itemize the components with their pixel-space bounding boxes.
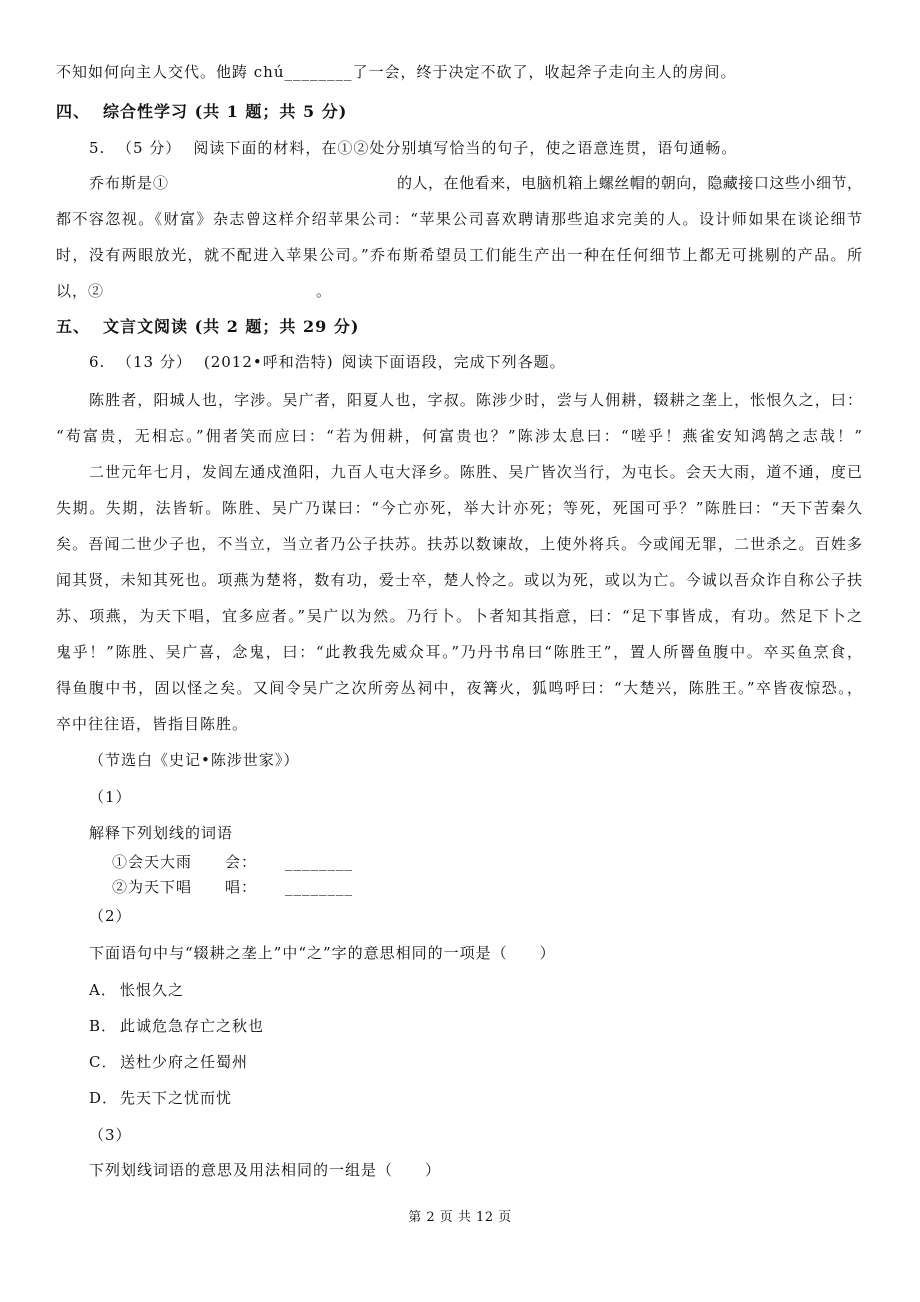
classical-passage-line: 得鱼腹中书，固以怪之矣。又间令吴广之次所旁丛祠中，夜篝火，狐鸣呼曰：“大楚兴，陈胜王。”卒皆夜惊恐。， — [56, 679, 862, 697]
question-number: 5. — [89, 139, 106, 157]
subquestion-prompt: 解释下列划线的词语 — [89, 824, 234, 842]
section-heading-4 — [56, 94, 862, 130]
classical-passage-line: 二世元年七月，发闾左通戍渔阳，九百人屯大泽乡。陈胜、吴广皆次当行，为屯长。会天大雨，道不通，度已 — [89, 463, 862, 481]
question-score: （5 分） — [117, 139, 182, 157]
question-source-tag: (2012•呼和浩特) — [203, 353, 334, 371]
section-title: 文言文阅读 (共 2 题；共 29 分) — [103, 317, 360, 336]
classical-passage-line: 苏、项燕，为天下唱，宜多应者。”吴广以为然。乃行卜。卜者知其指意，曰：“足下事皆成，有功。然足下卜之 — [56, 607, 862, 625]
page-footer: 第 2 页 共 12 页 — [408, 1210, 512, 1225]
classical-passage-line: 鬼乎！”陈胜、吴广喜，念鬼，曰：“此教我先威众耳。”乃丹书帛曰“陈胜王”，置人所罾鱼腹中。卒买鱼烹食， — [56, 643, 862, 661]
passage-line: 都不容忽视。《财富》杂志曾这样介绍苹果公司：“苹果公司喜欢聘请那些追求完美的人。设计师如果在谈论细节 — [56, 210, 862, 228]
vocabulary-phrase: ①会天大雨 — [112, 853, 193, 871]
section-heading-5 — [56, 309, 862, 345]
section-title: 综合性学习 (共 1 题；共 5 分) — [103, 102, 348, 121]
question-5-stem — [89, 130, 862, 166]
classical-passage-line: 失期。失期，法皆斩。陈胜、吴广乃谋曰：“今亡亦死，举大计亦死；等死，死国可乎？”陈胜曰：“天下苦秦久 — [56, 499, 862, 517]
classical-passage-line: 卒中往往语，皆指目陈胜。 — [56, 715, 249, 733]
subquestion-label: （2） — [89, 907, 132, 925]
vocabulary-word: 唱： — [225, 878, 258, 896]
option-label: D． — [89, 1089, 119, 1107]
vocabulary-word: 会： — [225, 853, 258, 871]
option-text: 先天下之忧而忧 — [120, 1089, 233, 1107]
question-instruction: 阅读下面的材料，在①②处分别填写恰当的句子，使之语意连贯，语句通畅。 — [193, 139, 738, 157]
option-text: 送杜少府之任蜀州 — [120, 1053, 249, 1071]
passage-text: 以，② — [56, 282, 105, 300]
option-label: C． — [89, 1053, 118, 1071]
answer-blank: ________ — [285, 853, 353, 871]
subquestion-label: （3） — [89, 1126, 132, 1144]
option-text: 此诚危急存亡之秋也 — [120, 1017, 265, 1035]
section-number: 五、 — [56, 317, 91, 336]
passage-text: 乔布斯是① — [89, 174, 170, 192]
choice-option-b — [89, 1008, 862, 1044]
classical-passage-line: 闻其贤，未知其死也。项燕为楚将，数有功，爱士卒，楚人怜之。或以为死，或以为亡。今诚以吾众诈自称公子扶 — [56, 571, 862, 589]
choice-option-d — [89, 1080, 862, 1116]
carryover-line: 不知如何向主人交代。他踌 chú________了一会，终于决定不砍了，收起斧子走向主人的房间。 — [56, 63, 737, 81]
classical-passage-line: “苟富贵，无相忘。”佣者笑而应曰：“若为佣耕，何富贵也？”陈涉太息曰：“嗟乎！燕雀安知鸿鹄之志哉！” — [56, 427, 862, 445]
question-6-stem — [89, 344, 862, 380]
passage-line: 时，没有两眼放光，就不配进入苹果公司。”乔布斯希望员工们能生产出一种在任何细节上都无可挑剔的产品。所 — [56, 246, 862, 264]
section-number: 四、 — [56, 102, 91, 121]
answer-blank: ________ — [285, 878, 353, 896]
choice-option-c — [89, 1044, 862, 1080]
excerpt-source: （节选白《史记•陈涉世家》） — [89, 751, 300, 769]
option-text: 怅恨久之 — [120, 981, 185, 999]
passage-line — [56, 273, 862, 309]
passage-text: 。 — [316, 282, 332, 300]
vocabulary-phrase: ②为天下唱 — [112, 878, 193, 896]
choice-option-a — [89, 972, 862, 1008]
subquestion-label: （1） — [89, 788, 132, 806]
subquestion-prompt: 下面语句中与“辍耕之垄上”中“之”字的意思相同的一项是（ ） — [89, 944, 556, 962]
passage-text: 的人，在他看来，电脑机箱上螺丝帽的朝向，隐藏接口这些小细节， — [397, 174, 862, 192]
option-label: B． — [89, 1017, 118, 1035]
question-score: （13 分） — [117, 353, 192, 371]
question-instruction: 阅读下面语段，完成下列各题。 — [341, 353, 566, 371]
passage-line — [89, 165, 862, 201]
classical-passage-line: 陈胜者，阳城人也，字涉。吴广者，阳夏人也，字叔。陈涉少时，尝与人佣耕，辍耕之垄上，怅恨久之，曰： — [89, 391, 862, 409]
classical-passage-line: 矣。吾闻二世少子也，不当立，当立者乃公子扶苏。扶苏以数谏故，上使外将兵。今或闻无罪，二世杀之。百姓多 — [56, 535, 862, 553]
question-number: 6. — [89, 353, 106, 371]
option-label: A． — [89, 981, 117, 999]
subquestion-prompt: 下列划线词语的意思及用法相同的一组是（ ） — [89, 1161, 442, 1179]
